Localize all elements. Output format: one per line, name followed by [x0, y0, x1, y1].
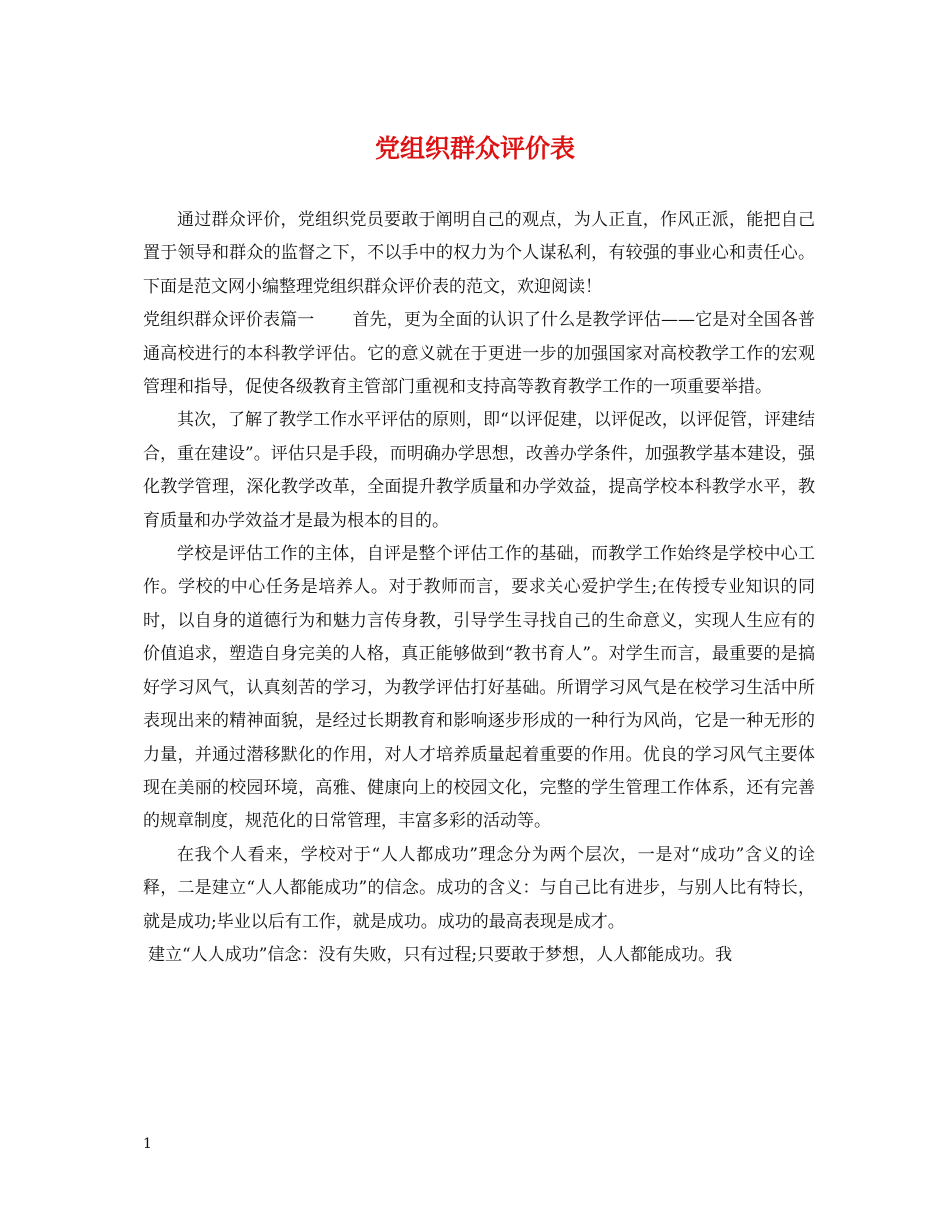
- paragraph-success-concept: 在我个人看来，学校对于“人人都成功”理念分为两个层次，一是对“成功”含义的诠释，二是建立“人人都能成功”的信念。成功的含义：与自己比有进步，与别人比有特长，就是成功;毕业以后有工作，就是成功。成功的最高表现是成才。: [143, 844, 815, 932]
- paragraph-success-belief: 建立“人人成功”信念：没有失败，只有过程;只要敢于梦想，人人都能成功。我: [148, 944, 733, 965]
- paragraph-school-role: 学校是评估工作的主体，自评是整个评估工作的基础，而教学工作始终是学校中心工作。学校的中心任务是培养人。对于教师而言，要求关心爱护学生;在传授专业知识的同时，以自身的道德行为和魅力言传身教，引导学生寻找自己的生命意义，实现人生应有的价值追求，塑造自身完美的人格，真正能够做到“教书育人”。对学生而言，最重要的是搞好学习风气，认真刻苦的学习，为教学评估打好基础。所谓学习风气是在校学习生活中所表现出来的精神面貌，是经过长期教育和影响逐步形成的一种行为风尚，它是一种无形的力量，并通过潜移默化的作用，对人才培养质量起着重要的作用。优良的学习风气主要体现在美丽的校园环境，高雅、健康向上的校园文化，完整的学生管理工作体系，还有完善的规章制度，规范化的日常管理，丰富多彩的活动等。: [143, 544, 815, 832]
- section-heading: 党组织群众评价表篇一: [143, 310, 315, 331]
- paragraph-principles: 其次，了解了教学工作水平评估的原则，即“以评促建，以评促改，以评促管，评建结合，重在建设”。评估只是手段，而明确办学思想，改善办学条件，加强教学基本建设，强化教学管理，深化教学改革，全面提升教学质量和办学效益，提高学校本科教学水平，教育质量和办学效益才是最为根本的目的。: [143, 410, 815, 531]
- page-number: 1: [143, 1136, 152, 1152]
- document-title: 党组织群众评价表: [374, 134, 575, 163]
- document-body: [143, 204, 815, 972]
- paragraph-intro: 通过群众评价，党组织党员要敢于阐明自己的观点，为人正直，作风正派，能把自己置于领导和群众的监督之下，不以手中的权力为个人谋私利，有较强的事业心和责任心。下面是范文网小编整理党组织群众评价表的范文，欢迎阅读！: [143, 210, 815, 297]
- section-one-text: 首先，更为全面的认识了什么是教学评估——它是对全国各普通高校进行的本科教学评估。它的意义就在于更进一步的加强国家对高校教学工作的宏观管理和指导，促使各级教育主管部门重视和支持高等教育教学工作的一项重要举措。: [143, 310, 816, 398]
- paragraph-section-one: [143, 304, 815, 404]
